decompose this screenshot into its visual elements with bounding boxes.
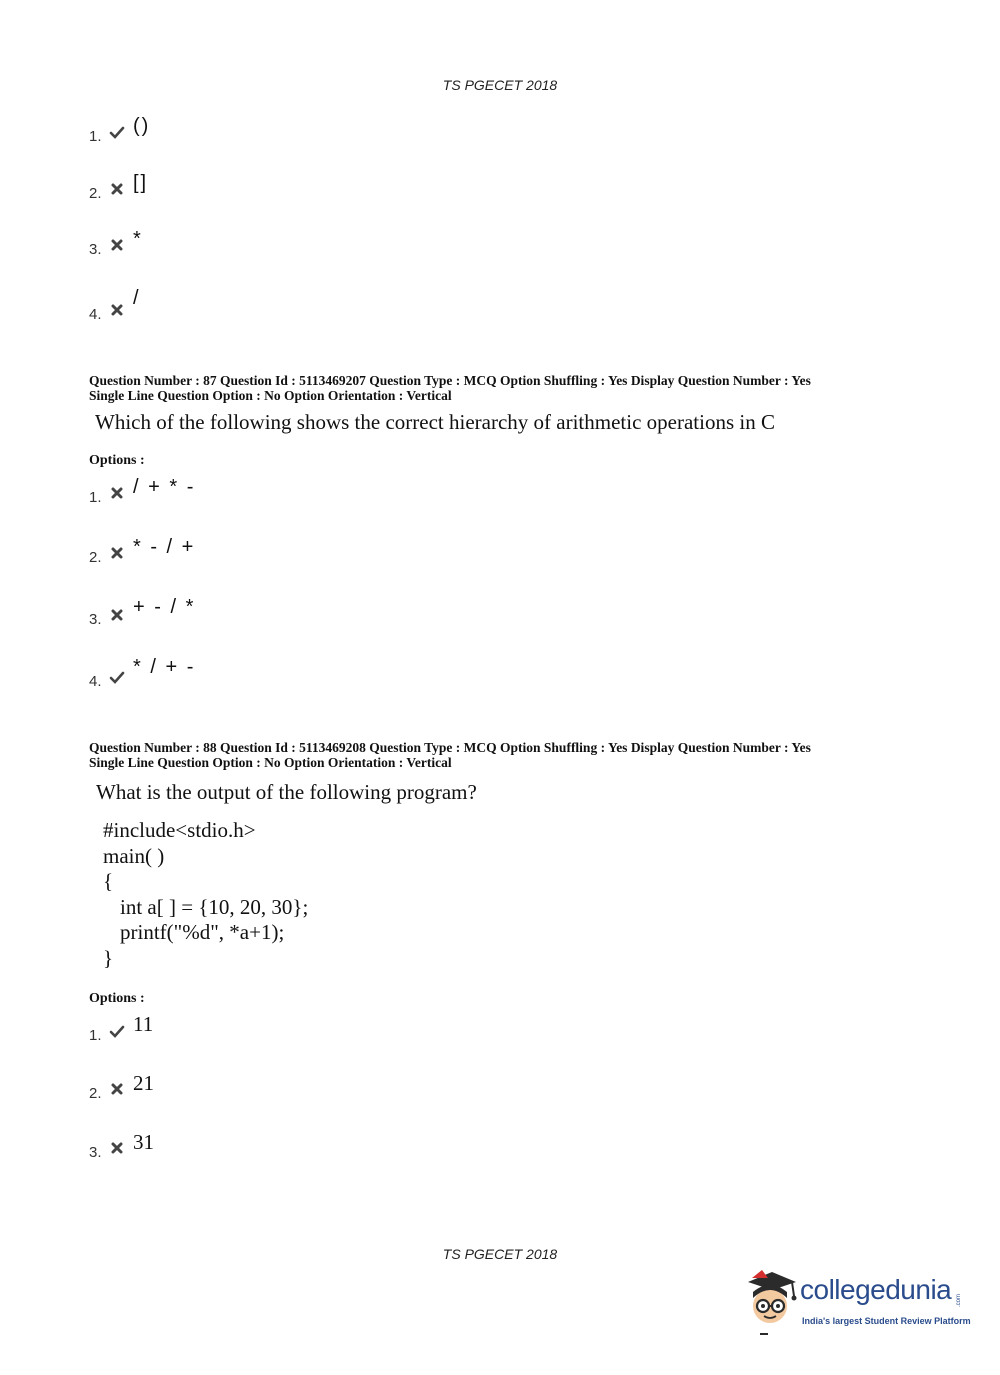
cross-icon xyxy=(109,485,125,501)
option-number: 4. xyxy=(89,306,102,323)
page-footer: TS PGECET 2018 xyxy=(442,1246,558,1262)
code-line-3: { xyxy=(103,869,114,893)
collegedunia-logo xyxy=(742,1268,971,1338)
check-icon xyxy=(109,125,125,141)
q88-code-block xyxy=(103,818,308,971)
q88-question-text: What is the output of the following program? xyxy=(96,780,477,804)
code-line-4: int a[ ] = {10, 20, 30}; xyxy=(120,894,309,919)
q88-options-label: Options : xyxy=(89,991,145,1006)
option-text: * xyxy=(133,228,143,250)
cross-icon xyxy=(109,1081,125,1097)
option-text: * / + - xyxy=(133,656,196,678)
page-header: TS PGECET 2018 xyxy=(442,77,558,93)
option-text: [] xyxy=(133,172,149,194)
code-line-5: printf("%d", *a+1); xyxy=(120,920,285,944)
option-number: 3. xyxy=(89,1144,102,1161)
option-number: 1. xyxy=(89,1027,102,1044)
cross-icon xyxy=(109,607,125,623)
code-line-1: #include<stdio.h> xyxy=(103,818,256,842)
option-text: * - / + xyxy=(133,536,196,558)
option-number: 2. xyxy=(89,185,102,202)
check-icon xyxy=(109,670,125,686)
cross-icon xyxy=(109,237,125,253)
option-number: 3. xyxy=(89,241,102,258)
q87-meta xyxy=(89,373,811,403)
logo-tagline: India's largest Student Review Platform xyxy=(802,1316,971,1326)
q88-meta xyxy=(89,740,811,770)
option-number: 1. xyxy=(89,489,102,506)
q88-meta-line1: Question Number : 88 Question Id : 5113469208 Question Type : MCQ Option Shuffling : Yes Display Question Number : Yes xyxy=(89,740,811,755)
option-number: 2. xyxy=(89,1085,102,1102)
logo-dotcom: .com xyxy=(956,1294,962,1308)
q88-meta-line2: Single Line Question Option : No Option Orientation : Vertical xyxy=(89,755,452,770)
code-line-6: } xyxy=(103,945,114,970)
cross-icon xyxy=(109,545,125,561)
q87-question-text: Which of the following shows the correct hierarchy of arithmetic operations in C xyxy=(95,410,775,434)
option-text: / xyxy=(133,287,141,309)
mascot-icon xyxy=(742,1268,800,1338)
cross-icon xyxy=(109,1140,125,1156)
cross-icon xyxy=(109,181,125,197)
option-number: 1. xyxy=(89,128,102,145)
option-text: 11 xyxy=(133,1012,154,1036)
q87-meta-line1: Question Number : 87 Question Id : 5113469207 Question Type : MCQ Option Shuffling : Yes Display Question Number : Yes xyxy=(89,373,811,388)
logo-wordmark: collegedunia xyxy=(800,1274,952,1305)
code-line-2: main( ) xyxy=(103,843,165,868)
option-text: / + * - xyxy=(133,476,196,498)
option-text: 31 xyxy=(133,1130,154,1154)
option-text: () xyxy=(133,115,151,137)
option-text: 21 xyxy=(133,1071,154,1095)
option-number: 2. xyxy=(89,549,102,566)
option-number: 3. xyxy=(89,611,102,628)
q87-options-label: Options : xyxy=(89,453,145,468)
cross-icon xyxy=(109,302,125,318)
q87-meta-line2: Single Line Question Option : No Option Orientation : Vertical xyxy=(89,388,452,403)
option-number: 4. xyxy=(89,673,102,690)
check-icon xyxy=(109,1024,125,1040)
option-text: + - / * xyxy=(133,596,196,618)
